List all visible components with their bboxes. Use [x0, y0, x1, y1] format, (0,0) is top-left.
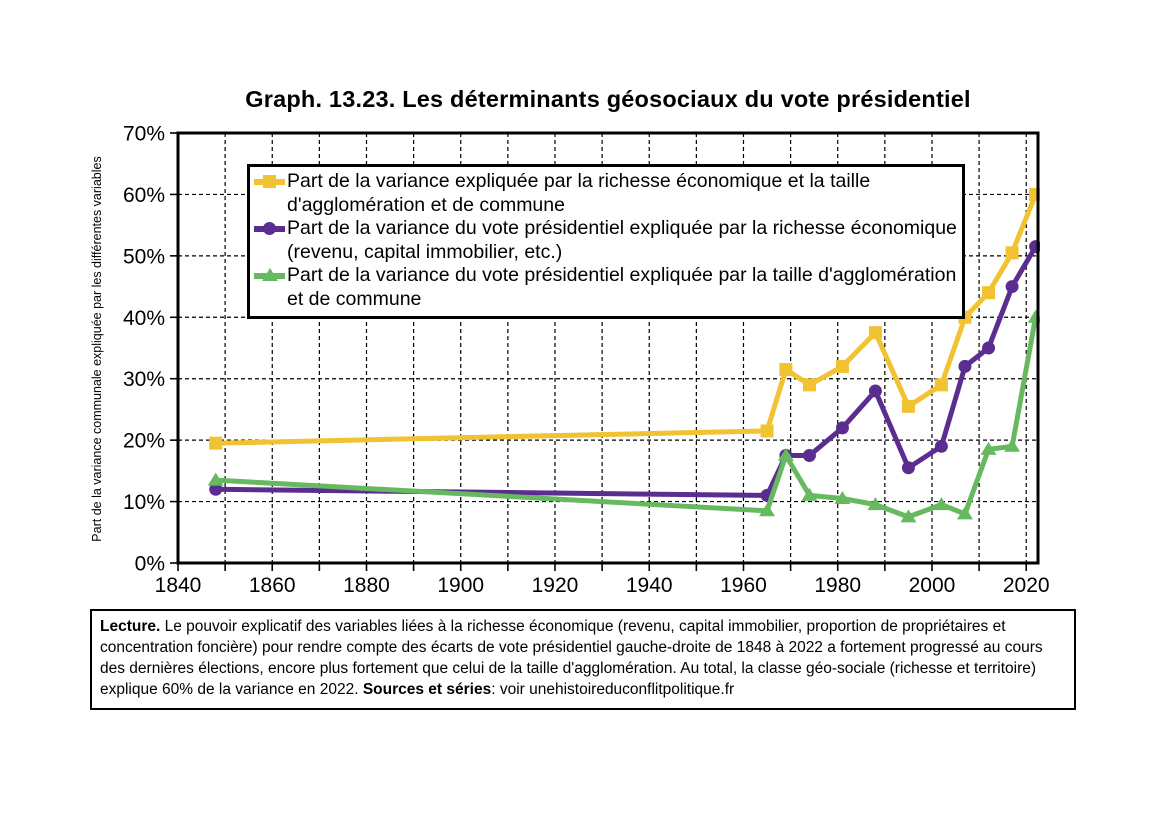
x-tick-label: 2000 — [908, 574, 956, 597]
x-tick-label: 1980 — [814, 574, 862, 597]
legend-label: Part de la variance expliquée par la richesse économique et la taille d'agglomération et de commune — [287, 170, 871, 216]
square-data-marker — [779, 363, 792, 376]
square-data-marker — [935, 378, 948, 391]
circle-data-marker — [803, 449, 816, 462]
chart-title: Graph. 13.23. Les déterminants géosociaux du vote présidentiel — [245, 86, 971, 112]
reading-note — [90, 609, 1076, 710]
square-data-marker — [902, 400, 915, 413]
circle-data-marker — [1029, 240, 1042, 253]
series-line-2 — [216, 317, 1036, 517]
lecture-body: Le pouvoir explicatif des variables liées à la richesse économique (revenu, capital immobilier, proportion de propriétaires et concentration foncière) pour rendre compte des écarts de vote présidentiel gauche-droite de 1848 à 2022 a fortement progressé au cours des dernières élections, encore plus fortement que celui de la taille d'agglomération. Au total, la classe géo-sociale (richesse et territoire) explique 60% de la variance en 2022. — [100, 618, 1043, 698]
square-data-marker — [869, 326, 882, 339]
legend — [247, 164, 965, 319]
y-axis-title: Part de la variance communale expliquée par les différentes variables — [90, 156, 104, 542]
x-tick-label: 1840 — [154, 574, 202, 597]
x-tick-label: 1940 — [625, 574, 673, 597]
y-tick-label: 30% — [122, 368, 165, 392]
square-data-marker — [761, 424, 774, 437]
square-data-marker — [209, 437, 222, 450]
y-tick-label: 70% — [122, 122, 165, 146]
y-tick-label: 0% — [134, 552, 165, 576]
circle-data-marker — [982, 342, 995, 355]
circle-data-marker — [1006, 280, 1019, 293]
green-triangle-marker-icon — [254, 273, 285, 279]
y-tick-label: 50% — [122, 245, 165, 269]
sources-rest: : voir unehistoireduconflitpolitique.fr — [491, 681, 735, 698]
legend-entry-richesse-et-taille — [254, 170, 958, 217]
triangle-data-marker — [1028, 310, 1044, 323]
legend-entry-taille — [254, 264, 958, 311]
circle-data-marker — [869, 385, 882, 398]
circle-data-marker — [935, 440, 948, 453]
square-data-marker — [803, 378, 816, 391]
legend-label: Part de la variance du vote présidentiel expliquée par la richesse économique (revenu, capital immobilier, etc.) — [287, 217, 957, 263]
square-data-marker — [982, 286, 995, 299]
y-tick-label: 60% — [122, 183, 165, 207]
x-tick-label: 2020 — [1002, 574, 1050, 597]
purple-circle-marker-icon — [254, 226, 285, 232]
circle-data-marker — [836, 421, 849, 434]
y-tick-label: 20% — [122, 429, 165, 453]
y-tick-label: 10% — [122, 491, 165, 515]
x-tick-label: 1920 — [531, 574, 579, 597]
x-tick-label: 1860 — [248, 574, 296, 597]
y-tick-label: 40% — [122, 306, 165, 330]
x-tick-label: 1960 — [720, 574, 767, 597]
circle-data-marker — [958, 360, 971, 373]
legend-entry-richesse — [254, 217, 958, 264]
square-data-marker — [1006, 246, 1019, 259]
triangle-data-marker — [933, 497, 949, 510]
square-data-marker — [1029, 188, 1042, 201]
circle-data-marker — [902, 461, 915, 474]
lecture-label: Lecture. — [100, 618, 161, 635]
square-data-marker — [836, 360, 849, 373]
x-tick-label: 1880 — [343, 574, 390, 597]
x-tick-label: 1900 — [437, 574, 485, 597]
sources-label: Sources et séries — [362, 681, 492, 698]
yellow-square-marker-icon — [254, 179, 285, 185]
legend-label: Part de la variance du vote présidentiel expliquée par la taille d'agglomération et de commune — [287, 264, 957, 310]
